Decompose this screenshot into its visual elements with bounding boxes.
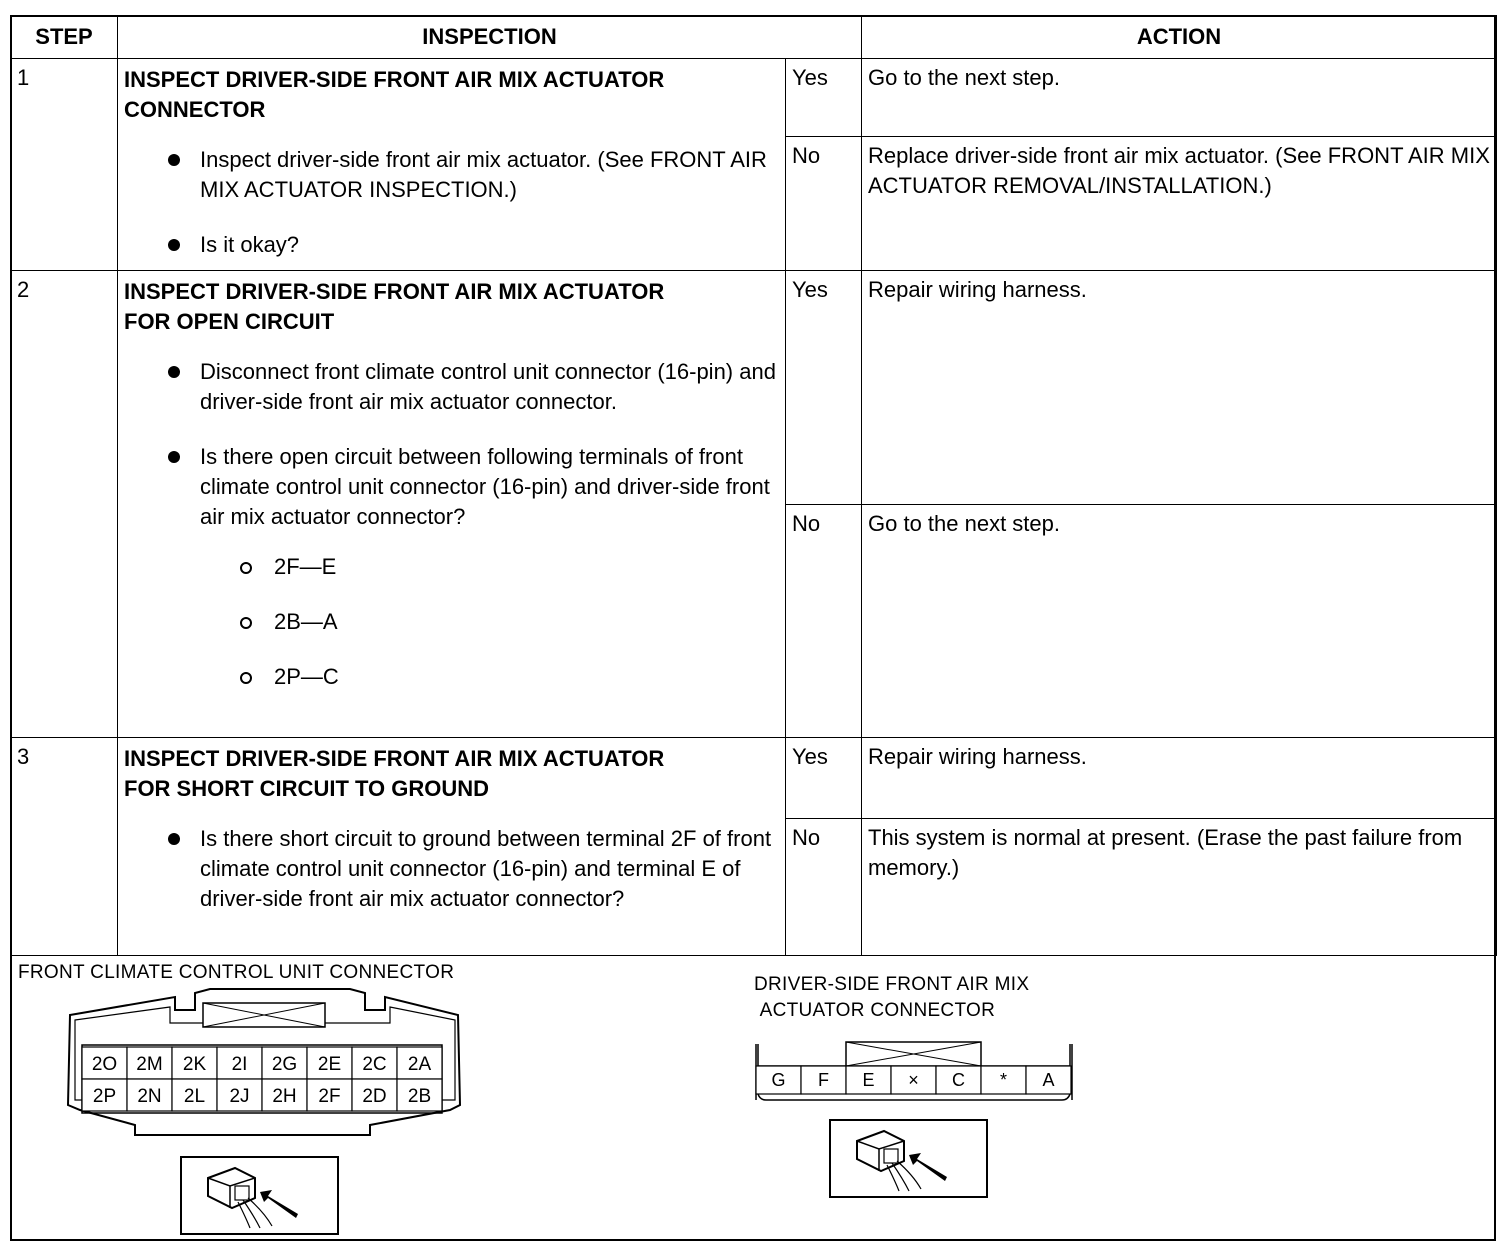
step-number: 2: [11, 271, 118, 738]
fccu-pin-label: 2F: [318, 1086, 341, 1107]
fccu-pin-label: 2E: [317, 1054, 342, 1075]
no-label: No: [786, 505, 862, 738]
no-action: Replace driver-side front air mix actuator. (See FRONT AIR MIX ACTUATOR REMOVAL/INSTALLATION.): [862, 137, 1497, 271]
fccu-pin-label: 2D: [362, 1086, 387, 1107]
header-action: ACTION: [862, 16, 1497, 59]
step-title: INSPECT DRIVER-SIDE FRONT AIR MIX ACTUATOR FOR SHORT CIRCUIT TO GROUND: [124, 746, 665, 801]
yes-label: Yes: [786, 59, 862, 137]
actuator-connector-drawing: [752, 1038, 1077, 1108]
no-action: This system is normal at present. (Erase the past failure from memory.): [862, 819, 1497, 956]
step-number: 1: [11, 59, 118, 271]
sub-bullet-item: 2F—E: [240, 552, 779, 582]
fccu-pin-label: 2H: [272, 1086, 297, 1107]
actuator-pin-label: F: [818, 1070, 829, 1090]
bullet-item: Is there open circuit between following terminals of front climate control unit connector (16-pin) and driver-side front air mix actuator connector? 2F—E 2B—A 2P—C: [168, 442, 779, 692]
header-step: STEP: [11, 16, 118, 59]
actuator-pin-label: A: [1042, 1070, 1055, 1090]
yes-label: Yes: [786, 738, 862, 819]
step-title: INSPECT DRIVER-SIDE FRONT AIR MIX ACTUATOR FOR OPEN CIRCUIT: [124, 279, 665, 334]
bullet-item: Inspect driver-side front air mix actuator. (See FRONT AIR MIX ACTUATOR INSPECTION.): [168, 145, 779, 205]
bullet-item: Disconnect front climate control unit connector (16-pin) and driver-side front air mix actuator connector.: [168, 357, 779, 417]
sub-bullet-item: 2P—C: [240, 662, 779, 692]
fccu-pin-label: 2K: [182, 1054, 207, 1075]
fccu-pin-label: 2P: [92, 1086, 117, 1107]
actuator-pin-label: G: [771, 1070, 786, 1090]
fccu-pin-label: 2A: [407, 1054, 432, 1075]
fccu-pin-label: 2M: [136, 1054, 163, 1075]
sub-bullet-item: 2B—A: [240, 607, 779, 637]
fccu-pin-label: 2B: [407, 1086, 432, 1107]
connector-insert-icon: [829, 1119, 989, 1199]
yes-action: Repair wiring harness.: [862, 738, 1497, 819]
bullet-item: Is there short circuit to ground between terminal 2F of front climate control unit connector (16-pin) and terminal E of driver-side front air mix actuator connector?: [168, 824, 779, 914]
connector-insert-icon: [180, 1156, 340, 1236]
fccu-connector-drawing: [60, 985, 470, 1150]
fccu-pin-label: 2C: [362, 1054, 387, 1075]
fccu-pin-label: 2O: [91, 1054, 118, 1075]
actuator-pin-label: E: [862, 1070, 875, 1090]
fccu-pin-label: 2J: [229, 1086, 250, 1107]
header-inspection: INSPECTION: [118, 16, 862, 59]
step-number: 3: [11, 738, 118, 956]
fccu-connector-label: FRONT CLIMATE CONTROL UNIT CONNECTOR: [18, 962, 455, 983]
step-title: INSPECT DRIVER-SIDE FRONT AIR MIX ACTUATOR CONNECTOR: [124, 67, 665, 122]
actuator-pin-label: ×: [908, 1070, 919, 1090]
yes-action: Go to the next step.: [862, 59, 1497, 137]
fccu-pin-label: 2G: [271, 1054, 298, 1075]
fccu-pin-label: 2N: [137, 1086, 162, 1107]
no-label: No: [786, 137, 862, 271]
bullet-item: Is it okay?: [168, 230, 779, 260]
actuator-pin-label: *: [999, 1070, 1008, 1090]
no-label: No: [786, 819, 862, 956]
yes-label: Yes: [786, 271, 862, 505]
fccu-pin-label: 2L: [183, 1086, 206, 1107]
fccu-pin-label: 2I: [231, 1054, 248, 1075]
actuator-connector-label: DRIVER-SIDE FRONT AIR MIX ACTUATOR CONNECTOR: [754, 974, 1030, 1021]
yes-action: Repair wiring harness.: [862, 271, 1497, 505]
actuator-pin-label: C: [952, 1070, 965, 1090]
no-action: Go to the next step.: [862, 505, 1497, 738]
